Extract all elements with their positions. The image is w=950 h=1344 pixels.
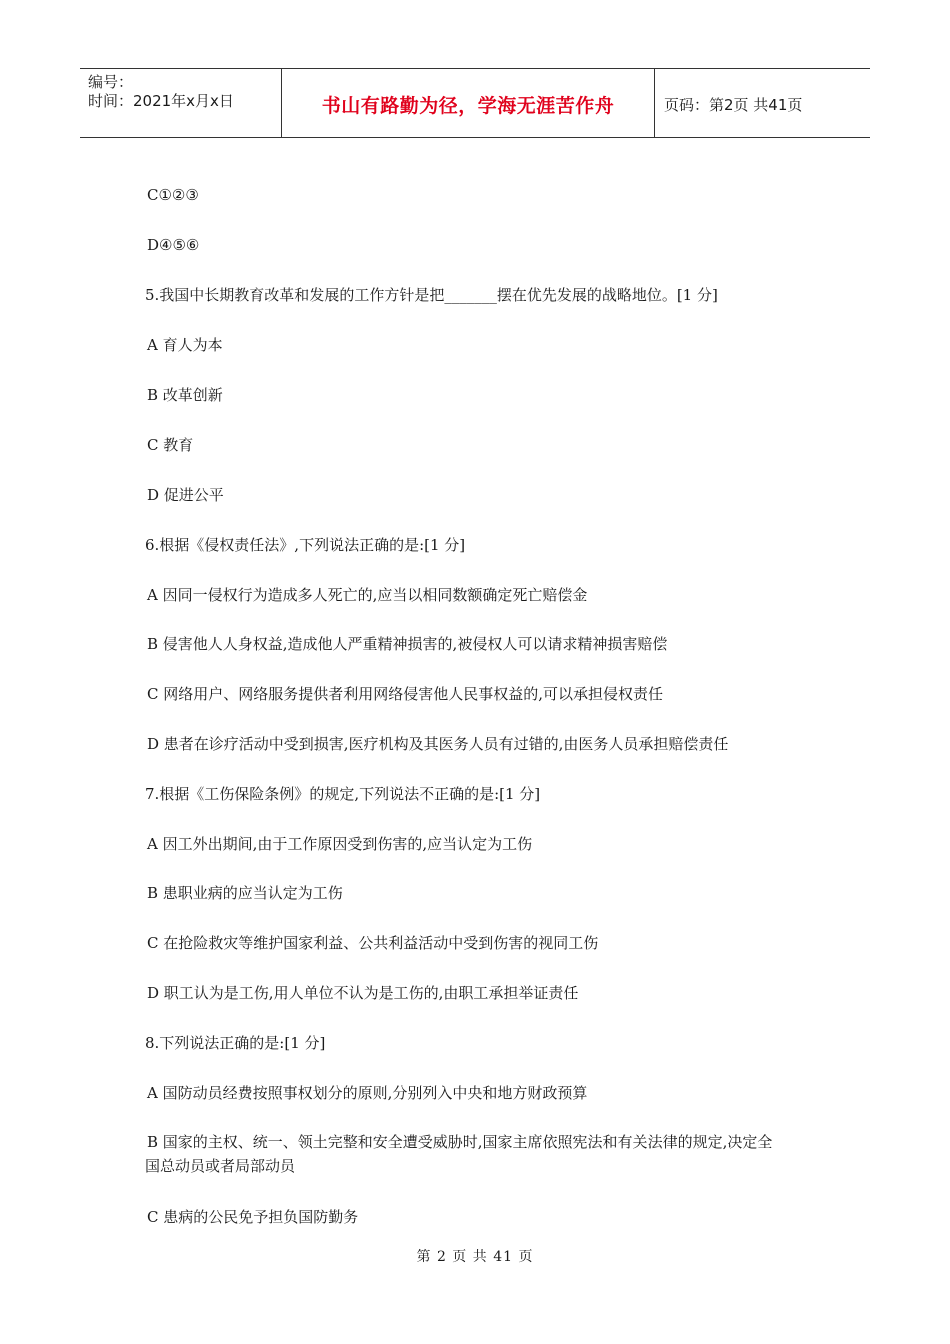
option-line: C 网络用户、网络服务提供者利用网络侵害他人民事权益的,可以承担侵权责任 xyxy=(147,685,664,703)
option-line: C①②③ xyxy=(147,186,199,204)
date-label: 时间：2021年x月x日 xyxy=(88,92,234,110)
doc-number-label: 编号： xyxy=(88,73,134,91)
option-line: A 因同一侵权行为造成多人死亡的,应当以相同数额确定死亡赔偿金 xyxy=(147,586,588,604)
option-line: D 职工认为是工伤,用人单位不认为是工伤的,由职工承担举证责任 xyxy=(147,984,579,1002)
page-footer: 第 2 页 共 41 页 xyxy=(416,1249,534,1265)
option-line: C 教育 xyxy=(147,436,194,454)
option-line: B 国家的主权、统一、领土完整和安全遭受威胁时,国家主席依照宪法和有关法律的规定,决定全 xyxy=(147,1133,773,1151)
option-line: A 因工外出期间,由于工作原因受到伤害的,应当认定为工伤 xyxy=(147,835,533,853)
option-line: C 患病的公民免予担负国防勤务 xyxy=(147,1208,359,1226)
page-info: 页码：第2页 共41页 xyxy=(664,96,803,114)
question-line: 8.下列说法正确的是:[1 分] xyxy=(145,1034,326,1052)
header-meta-cell xyxy=(80,69,282,137)
option-line: C 在抢险救灾等维护国家利益、公共利益活动中受到伤害的视同工伤 xyxy=(147,934,599,952)
option-line: A 育人为本 xyxy=(147,336,223,354)
page-header xyxy=(80,68,870,138)
option-line: B 改革创新 xyxy=(147,386,223,404)
question-line: 5.我国中长期教育改革和发展的工作方针是把_______摆在优先发展的战略地位。[1 分] xyxy=(145,286,718,304)
option-line: D 患者在诊疗活动中受到损害,医疗机构及其医务人员有过错的,由医务人员承担赔偿责任 xyxy=(147,735,729,753)
motto-text: 书山有路勤为径，学海无涯苦作舟 xyxy=(321,95,615,117)
option-line: D④⑤⑥ xyxy=(147,236,200,254)
option-line: A 国防动员经费按照事权划分的原则,分别列入中央和地方财政预算 xyxy=(147,1084,588,1102)
question-line: 7.根据《工伤保险条例》的规定,下列说法不正确的是:[1 分] xyxy=(145,785,541,803)
option-line: B 患职业病的应当认定为工伤 xyxy=(147,884,343,902)
header-motto-cell xyxy=(282,69,655,137)
option-line: B 侵害他人人身权益,造成他人严重精神损害的,被侵权人可以请求精神损害赔偿 xyxy=(147,635,668,653)
option-line-continuation: 国总动员或者局部动员 xyxy=(145,1157,296,1175)
option-line: D 促进公平 xyxy=(147,486,224,504)
header-page-cell xyxy=(655,69,870,137)
question-line: 6.根据《侵权责任法》,下列说法正确的是:[1 分] xyxy=(145,536,466,554)
